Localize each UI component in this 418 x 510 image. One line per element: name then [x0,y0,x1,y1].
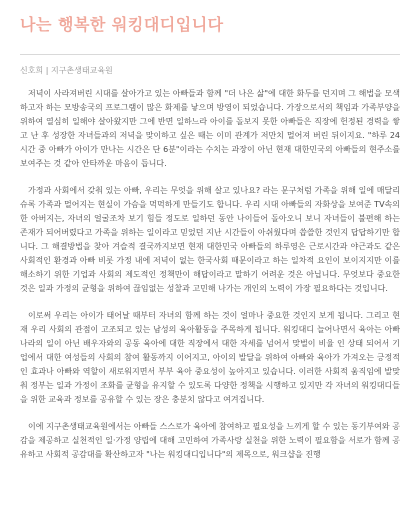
paragraph: 이에 지구촌생태교육원에서는 아빠들 스스로가 육아에 참여하고 필요성을 느끼게 할 수 있는 동기부여와 공감을 제공하고 실천적인 일·가정 양립에 대해 고민하여 가족사랑 실천을 위한 노력이 필요함을 서로가 함께 공유하고 사회적 공감대를 확산하고자 "나는 워킹대디입니다"의 제목으로, 워크샵을 진행 [20,422,400,459]
paragraph: 저녁이 사라져버린 시대를 살아가고 있는 아빠들과 함께 "더 나은 삶"에 대한 화두를 던지며 그 해법을 모색하고자 하는 모방송국의 프로그램이 많은 화제를 낳으며 방영이 되었습니다. 가장으로서의 책임과 가족부양을 위하여 열심히 일해야 살아왔지만 그에 반면 일하느라 아이를 돌보지 못한 아빠들은 직장에 헌정된 경력을 쌓고 난 후 성장한 자녀들과의 저녁을 맞이하고 싶은 때는 이미 관계가 저만치 멀어져 버린 뒤이지요. "하루 24시간 중 아빠가 아이가 만나는 시간은 단 6분"이라는 수치는 과장이 아닌 현재 대한민국의 아빠들의 현주소를 보여주는 것 같아 안타까운 마음이 듭니다. [20,89,400,168]
paragraph: 이로써 우리는 아이가 태어날 때부터 자녀의 함께 하는 것이 얼마나 중요한 것인지 보게 됩니다. 그리고 현재 우리 사회의 관점이 고조되고 있는 남성의 육아활동을 주목하게 됩니다. 워킹대디 늘어나면서 육아는 아빠 나라의 일이 아닌 배우자와의 공동 육아에 대한 직장에서 대한 자세를 넘어서 맞벌이 비율 인 상태 되어서 기업에서 대한 여성들의 사회의 참여 활동까지 이어지고, 아이의 발달을 위하여 아빠와 육아가 가져오는 긍정적인 효과나 아빠와 역할이 새로워지면서 부부 육아 중요성이 높아지고 있습니다. 이러한 사회적 움직임에 발맞춰 정부는 일과 가정이 조화를 균형을 유지할 수 있도록 다양한 정책을 시행하고 있지만 각 자녀의 워킹대디들을 위한 교육과 정보를 공유할 수 있는 장은 충분치 않다고 여겨집니다. [20,311,400,404]
article-body [20,87,400,462]
article-byline: 신호희 | 지구촌생태교육원 [20,66,113,75]
paragraph: 가정과 사회에서 갖춰 있는 아빠, 우리는 무엇을 위해 살고 있나요? 라는 문구처럼 가족을 위해 일에 매달리슈록 가족과 멀어지는 현실이 가슴을 먹먹하게 만들기도 합니다. 우리 시대 아빠들의 자화상을 보여준 TV속의 한 아버지는, 자녀의 얼굴조차 보기 힘들 정도로 일하던 동안 나이들어 돌아오니 보니 자녀들이 불편해 하는 존재가 되어버렸다고 가족을 위하는 일이라고 믿었던 지난 시간들이 아쉬웠다며 씁쓸한 것인지 답답하기만 합니다. 그 해결방법을 찾아 겨슬적 결국까지보면 현재 대한민국 아빠들의 하루영은 근로시간과 야근과도 같은 사회적인 환경과 아빠 비롯 가정 내에 저녁이 없는 한국사회 때문이라고 하는 일차적 요인이 보이지지만 이를 해소하기 위한 기업과 사회의 제도적인 정책만이 해답이라고 말하기 어려운 것은 아닙니다. 무엇보다 중요한 것은 일과 가정의 균형을 위하여 끊임없는 성찰과 고민해 나가는 개인의 노력이 가장 필요하다는 것입니다. [20,186,400,293]
article-title: 나는 행복한 워킹대디입니다 [20,15,224,34]
title-divider [20,54,400,55]
